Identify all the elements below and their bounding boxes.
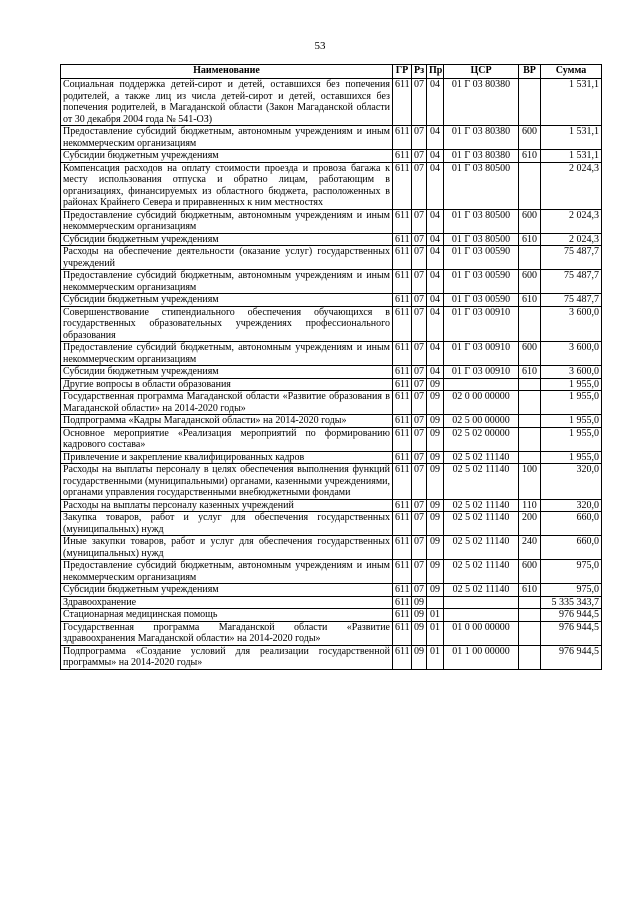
row-name-cell: Государственная программа Магаданской области «Развитие образования в Магаданской области» на 2014-2020 годы» bbox=[61, 391, 393, 415]
row-gr-cell: 611 bbox=[393, 536, 412, 560]
row-rz-cell: 07 bbox=[412, 79, 427, 126]
row-sum-cell: 976 944,5 bbox=[541, 621, 602, 645]
row-name-cell: Компенсация расходов на оплату стоимости проезда и провоза багажа к месту использования отпуска и обратно лицам, работающим в организациях, финансируемых из областного бюджета, расположенных в районах Крайнего Севера и приравненных к ним местностях bbox=[61, 162, 393, 209]
row-vr-cell bbox=[519, 246, 541, 270]
row-vr-cell bbox=[519, 162, 541, 209]
row-rz-cell: 09 bbox=[412, 621, 427, 645]
row-sum-cell: 1 531,1 bbox=[541, 79, 602, 126]
row-rz-cell: 07 bbox=[412, 366, 427, 379]
row-vr-cell: 600 bbox=[519, 270, 541, 294]
table-row bbox=[61, 270, 602, 294]
table-row bbox=[61, 246, 602, 270]
row-gr-cell: 611 bbox=[393, 609, 412, 622]
row-rz-cell: 09 bbox=[412, 645, 427, 669]
row-name-cell: Совершенствование стипендиального обеспечения обучающихся в государственных образовательных учреждениях профессионального образования bbox=[61, 306, 393, 342]
row-pr-cell: 01 bbox=[427, 621, 444, 645]
table-row bbox=[61, 391, 602, 415]
table-row bbox=[61, 233, 602, 246]
row-gr-cell: 611 bbox=[393, 645, 412, 669]
row-rz-cell: 07 bbox=[412, 150, 427, 163]
table-row bbox=[61, 294, 602, 307]
row-name-cell: Предоставление субсидий бюджетным, автономным учреждениям и иным некоммерческим организациям bbox=[61, 270, 393, 294]
row-csr-cell: 01 1 00 00000 bbox=[444, 645, 519, 669]
row-csr-cell: 01 Г 03 80500 bbox=[444, 233, 519, 246]
row-gr-cell: 611 bbox=[393, 391, 412, 415]
table-row bbox=[61, 464, 602, 500]
table-row bbox=[61, 560, 602, 584]
row-pr-cell: 01 bbox=[427, 609, 444, 622]
row-name-cell: Субсидии бюджетным учреждениям bbox=[61, 150, 393, 163]
table-row bbox=[61, 306, 602, 342]
row-vr-cell bbox=[519, 378, 541, 391]
row-vr-cell bbox=[519, 427, 541, 451]
row-rz-cell: 07 bbox=[412, 584, 427, 597]
row-sum-cell: 2 024,3 bbox=[541, 209, 602, 233]
table-row bbox=[61, 126, 602, 150]
row-rz-cell: 09 bbox=[412, 609, 427, 622]
row-gr-cell: 611 bbox=[393, 378, 412, 391]
row-name-cell: Расходы на выплаты персоналу в целях обеспечения выполнения функций государственными (муниципальными) органами, казенными учреждениями, органами управления государственными внебюджетными фондами bbox=[61, 464, 393, 500]
row-pr-cell: 04 bbox=[427, 366, 444, 379]
row-gr-cell: 611 bbox=[393, 560, 412, 584]
row-csr-cell bbox=[444, 609, 519, 622]
row-vr-cell bbox=[519, 596, 541, 609]
row-sum-cell: 2 024,3 bbox=[541, 233, 602, 246]
row-pr-cell: 04 bbox=[427, 209, 444, 233]
row-rz-cell: 07 bbox=[412, 270, 427, 294]
row-csr-cell: 02 5 02 11140 bbox=[444, 512, 519, 536]
row-pr-cell: 09 bbox=[427, 415, 444, 428]
row-pr-cell: 04 bbox=[427, 162, 444, 209]
row-csr-cell: 01 Г 03 80500 bbox=[444, 162, 519, 209]
row-rz-cell: 07 bbox=[412, 126, 427, 150]
row-pr-cell: 09 bbox=[427, 560, 444, 584]
row-csr-cell: 02 5 02 11140 bbox=[444, 584, 519, 597]
column-header-gr: ГР bbox=[393, 65, 412, 79]
row-csr-cell: 02 5 02 11140 bbox=[444, 464, 519, 500]
row-sum-cell: 660,0 bbox=[541, 536, 602, 560]
row-pr-cell: 04 bbox=[427, 233, 444, 246]
row-vr-cell: 100 bbox=[519, 464, 541, 500]
table-row bbox=[61, 451, 602, 464]
row-vr-cell bbox=[519, 415, 541, 428]
row-csr-cell bbox=[444, 378, 519, 391]
column-header-vr: ВР bbox=[519, 65, 541, 79]
row-name-cell: Закупка товаров, работ и услуг для обеспечения государственных (муниципальных) нужд bbox=[61, 512, 393, 536]
row-gr-cell: 611 bbox=[393, 79, 412, 126]
row-name-cell: Привлечение и закрепление квалифицированных кадров bbox=[61, 451, 393, 464]
row-sum-cell: 1 955,0 bbox=[541, 378, 602, 391]
row-name-cell: Субсидии бюджетным учреждениям bbox=[61, 366, 393, 379]
column-header-rz: Рз bbox=[412, 65, 427, 79]
row-csr-cell: 01 Г 03 00910 bbox=[444, 366, 519, 379]
row-rz-cell: 07 bbox=[412, 209, 427, 233]
row-pr-cell: 04 bbox=[427, 270, 444, 294]
row-gr-cell: 611 bbox=[393, 451, 412, 464]
row-rz-cell: 07 bbox=[412, 427, 427, 451]
table-row bbox=[61, 596, 602, 609]
row-vr-cell bbox=[519, 609, 541, 622]
row-gr-cell: 611 bbox=[393, 499, 412, 512]
row-pr-cell: 09 bbox=[427, 536, 444, 560]
row-name-cell: Другие вопросы в области образования bbox=[61, 378, 393, 391]
row-csr-cell: 01 Г 03 80500 bbox=[444, 209, 519, 233]
row-name-cell: Иные закупки товаров, работ и услуг для обеспечения государственных (муниципальных) нужд bbox=[61, 536, 393, 560]
row-rz-cell: 07 bbox=[412, 378, 427, 391]
row-csr-cell: 01 Г 03 80380 bbox=[444, 126, 519, 150]
table-row bbox=[61, 499, 602, 512]
table-row bbox=[61, 79, 602, 126]
row-gr-cell: 611 bbox=[393, 209, 412, 233]
row-pr-cell: 09 bbox=[427, 584, 444, 597]
column-header-name: Наименование bbox=[61, 65, 393, 79]
row-gr-cell: 611 bbox=[393, 584, 412, 597]
row-sum-cell: 1 955,0 bbox=[541, 415, 602, 428]
row-name-cell: Предоставление субсидий бюджетным, автономным учреждениям и иным некоммерческим организациям bbox=[61, 209, 393, 233]
row-gr-cell: 611 bbox=[393, 596, 412, 609]
row-sum-cell: 1 955,0 bbox=[541, 427, 602, 451]
row-sum-cell: 5 335 343,7 bbox=[541, 596, 602, 609]
row-csr-cell: 01 Г 03 00910 bbox=[444, 306, 519, 342]
row-pr-cell: 04 bbox=[427, 342, 444, 366]
row-name-cell: Субсидии бюджетным учреждениям bbox=[61, 233, 393, 246]
column-header-pr: Пр bbox=[427, 65, 444, 79]
row-vr-cell: 610 bbox=[519, 584, 541, 597]
table-row bbox=[61, 342, 602, 366]
table-row bbox=[61, 609, 602, 622]
row-gr-cell: 611 bbox=[393, 427, 412, 451]
row-pr-cell: 09 bbox=[427, 391, 444, 415]
table-row bbox=[61, 209, 602, 233]
row-csr-cell: 01 0 00 00000 bbox=[444, 621, 519, 645]
row-sum-cell: 3 600,0 bbox=[541, 306, 602, 342]
row-rz-cell: 07 bbox=[412, 233, 427, 246]
row-vr-cell bbox=[519, 451, 541, 464]
row-gr-cell: 611 bbox=[393, 126, 412, 150]
table-row bbox=[61, 427, 602, 451]
row-name-cell: Стационарная медицинская помощь bbox=[61, 609, 393, 622]
row-rz-cell: 07 bbox=[412, 499, 427, 512]
row-sum-cell: 976 944,5 bbox=[541, 609, 602, 622]
row-vr-cell: 600 bbox=[519, 560, 541, 584]
row-pr-cell: 09 bbox=[427, 451, 444, 464]
row-name-cell: Здравоохранение bbox=[61, 596, 393, 609]
row-csr-cell: 01 Г 03 00910 bbox=[444, 342, 519, 366]
row-vr-cell: 110 bbox=[519, 499, 541, 512]
row-vr-cell bbox=[519, 79, 541, 126]
row-csr-cell: 01 Г 03 80380 bbox=[444, 79, 519, 126]
row-csr-cell: 02 5 00 00000 bbox=[444, 415, 519, 428]
table-row bbox=[61, 150, 602, 163]
row-gr-cell: 611 bbox=[393, 342, 412, 366]
row-sum-cell: 75 487,7 bbox=[541, 246, 602, 270]
row-csr-cell: 02 5 02 11140 bbox=[444, 499, 519, 512]
row-vr-cell bbox=[519, 645, 541, 669]
row-rz-cell: 07 bbox=[412, 451, 427, 464]
row-name-cell: Государственная программа Магаданской области «Развитие здравоохранения Магаданской области» на 2014-2020 годы» bbox=[61, 621, 393, 645]
row-name-cell: Предоставление субсидий бюджетным, автономным учреждениям и иным некоммерческим организациям bbox=[61, 126, 393, 150]
page-number: 53 bbox=[314, 40, 326, 52]
column-header-sum: Сумма bbox=[541, 65, 602, 79]
row-rz-cell: 07 bbox=[412, 391, 427, 415]
row-pr-cell: 01 bbox=[427, 645, 444, 669]
row-pr-cell: 09 bbox=[427, 378, 444, 391]
row-sum-cell: 1 955,0 bbox=[541, 391, 602, 415]
table-row bbox=[61, 584, 602, 597]
row-gr-cell: 611 bbox=[393, 294, 412, 307]
row-pr-cell: 04 bbox=[427, 294, 444, 307]
row-name-cell: Основное мероприятие «Реализация мероприятий по формированию кадрового состава» bbox=[61, 427, 393, 451]
table-row bbox=[61, 645, 602, 669]
row-rz-cell: 07 bbox=[412, 415, 427, 428]
table-row bbox=[61, 621, 602, 645]
row-csr-cell: 01 Г 03 00590 bbox=[444, 294, 519, 307]
row-name-cell: Предоставление субсидий бюджетным, автономным учреждениям и иным некоммерческим организациям bbox=[61, 560, 393, 584]
row-vr-cell: 600 bbox=[519, 126, 541, 150]
row-rz-cell: 07 bbox=[412, 294, 427, 307]
table-row bbox=[61, 512, 602, 536]
row-sum-cell: 1 531,1 bbox=[541, 126, 602, 150]
row-gr-cell: 611 bbox=[393, 366, 412, 379]
row-pr-cell: 04 bbox=[427, 306, 444, 342]
row-csr-cell: 01 Г 03 00590 bbox=[444, 246, 519, 270]
row-vr-cell bbox=[519, 621, 541, 645]
row-rz-cell: 07 bbox=[412, 342, 427, 366]
row-sum-cell: 976 944,5 bbox=[541, 645, 602, 669]
row-gr-cell: 611 bbox=[393, 512, 412, 536]
row-sum-cell: 3 600,0 bbox=[541, 366, 602, 379]
row-pr-cell: 04 bbox=[427, 126, 444, 150]
row-gr-cell: 611 bbox=[393, 150, 412, 163]
table-row bbox=[61, 366, 602, 379]
row-sum-cell: 1 955,0 bbox=[541, 451, 602, 464]
row-rz-cell: 07 bbox=[412, 162, 427, 209]
table-row bbox=[61, 415, 602, 428]
row-vr-cell bbox=[519, 391, 541, 415]
row-sum-cell: 75 487,7 bbox=[541, 270, 602, 294]
table-row bbox=[61, 162, 602, 209]
row-pr-cell: 04 bbox=[427, 150, 444, 163]
row-sum-cell: 75 487,7 bbox=[541, 294, 602, 307]
row-rz-cell: 07 bbox=[412, 306, 427, 342]
row-vr-cell: 600 bbox=[519, 342, 541, 366]
row-gr-cell: 611 bbox=[393, 415, 412, 428]
row-rz-cell: 07 bbox=[412, 560, 427, 584]
row-csr-cell: 02 5 02 00000 bbox=[444, 427, 519, 451]
row-rz-cell: 07 bbox=[412, 512, 427, 536]
row-name-cell: Расходы на обеспечение деятельности (оказание услуг) государственных учреждений bbox=[61, 246, 393, 270]
table-row bbox=[61, 536, 602, 560]
row-pr-cell: 09 bbox=[427, 512, 444, 536]
row-rz-cell: 07 bbox=[412, 246, 427, 270]
row-pr-cell bbox=[427, 596, 444, 609]
row-sum-cell: 2 024,3 bbox=[541, 162, 602, 209]
table-body bbox=[61, 79, 602, 670]
row-vr-cell: 610 bbox=[519, 366, 541, 379]
row-gr-cell: 611 bbox=[393, 233, 412, 246]
row-pr-cell: 09 bbox=[427, 427, 444, 451]
row-vr-cell: 600 bbox=[519, 209, 541, 233]
row-sum-cell: 975,0 bbox=[541, 584, 602, 597]
row-sum-cell: 660,0 bbox=[541, 512, 602, 536]
row-pr-cell: 04 bbox=[427, 79, 444, 126]
row-rz-cell: 09 bbox=[412, 596, 427, 609]
row-name-cell: Субсидии бюджетным учреждениям bbox=[61, 584, 393, 597]
row-csr-cell: 02 5 02 11140 bbox=[444, 536, 519, 560]
row-name-cell: Подпрограмма «Создание условий для реализации государственной программы» на 2014-2020 годы» bbox=[61, 645, 393, 669]
row-name-cell: Социальная поддержка детей-сирот и детей, оставшихся без попечения родителей, а также лиц из числа детей-сирот и детей, оставшихся без попечения родителей, в Магаданской области (Закон Магаданской области от 30 декабря 2004 года № 541-ОЗ) bbox=[61, 79, 393, 126]
row-csr-cell: 01 Г 03 80380 bbox=[444, 150, 519, 163]
table-row bbox=[61, 378, 602, 391]
row-csr-cell: 02 5 02 11140 bbox=[444, 560, 519, 584]
row-vr-cell: 610 bbox=[519, 233, 541, 246]
row-pr-cell: 09 bbox=[427, 499, 444, 512]
table-header-row bbox=[61, 65, 602, 79]
row-sum-cell: 320,0 bbox=[541, 464, 602, 500]
row-sum-cell: 320,0 bbox=[541, 499, 602, 512]
row-csr-cell: 02 5 02 11140 bbox=[444, 451, 519, 464]
row-csr-cell bbox=[444, 596, 519, 609]
row-gr-cell: 611 bbox=[393, 621, 412, 645]
row-vr-cell: 240 bbox=[519, 536, 541, 560]
column-header-csr: ЦСР bbox=[444, 65, 519, 79]
row-vr-cell: 200 bbox=[519, 512, 541, 536]
budget-table bbox=[60, 64, 602, 670]
row-sum-cell: 975,0 bbox=[541, 560, 602, 584]
row-vr-cell: 610 bbox=[519, 294, 541, 307]
row-name-cell: Субсидии бюджетным учреждениям bbox=[61, 294, 393, 307]
row-rz-cell: 07 bbox=[412, 464, 427, 500]
row-sum-cell: 1 531,1 bbox=[541, 150, 602, 163]
row-name-cell: Предоставление субсидий бюджетным, автономным учреждениям и иным некоммерческим организациям bbox=[61, 342, 393, 366]
row-name-cell: Расходы на выплаты персоналу казенных учреждений bbox=[61, 499, 393, 512]
row-vr-cell bbox=[519, 306, 541, 342]
row-csr-cell: 01 Г 03 00590 bbox=[444, 270, 519, 294]
row-name-cell: Подпрограмма «Кадры Магаданской области» на 2014-2020 годы» bbox=[61, 415, 393, 428]
row-gr-cell: 611 bbox=[393, 270, 412, 294]
row-rz-cell: 07 bbox=[412, 536, 427, 560]
row-csr-cell: 02 0 00 00000 bbox=[444, 391, 519, 415]
row-sum-cell: 3 600,0 bbox=[541, 342, 602, 366]
row-gr-cell: 611 bbox=[393, 162, 412, 209]
row-pr-cell: 09 bbox=[427, 464, 444, 500]
row-gr-cell: 611 bbox=[393, 246, 412, 270]
row-gr-cell: 611 bbox=[393, 306, 412, 342]
row-pr-cell: 04 bbox=[427, 246, 444, 270]
row-vr-cell: 610 bbox=[519, 150, 541, 163]
row-gr-cell: 611 bbox=[393, 464, 412, 500]
